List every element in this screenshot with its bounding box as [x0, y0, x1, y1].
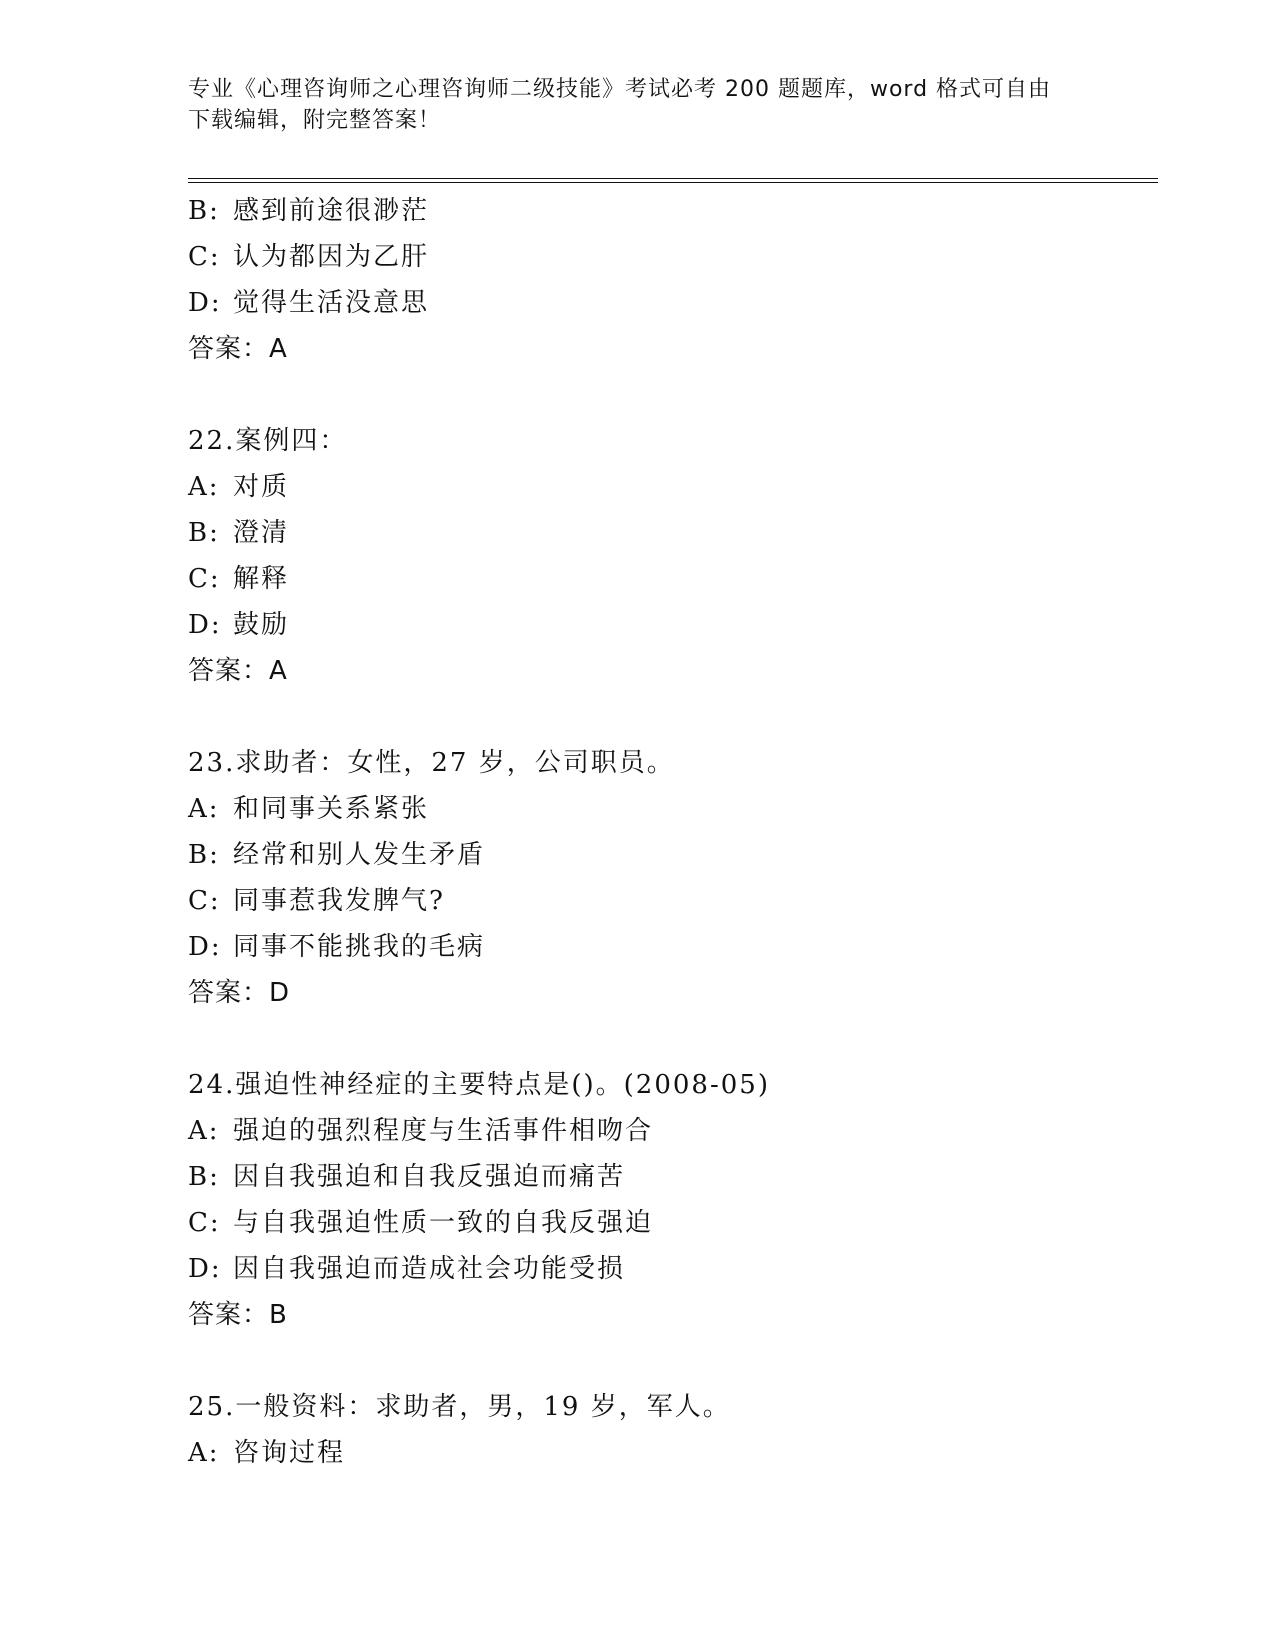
option-b	[188, 188, 1148, 234]
option-text: 认为都因为乙肝	[233, 242, 430, 272]
option-letter: C:	[188, 1208, 221, 1238]
page-header: 专业《心理咨询师之心理咨询师二级技能》考试必考 200 题题库，word 格式可自由下载编辑，附完整答案！	[188, 77, 1052, 133]
spacer	[188, 1338, 1148, 1384]
option-b	[188, 1154, 1148, 1200]
option-d	[188, 602, 1148, 648]
question-stem: 23.求助者：女性，27 岁，公司职员。	[188, 748, 675, 778]
question-block-24	[188, 1062, 1148, 1338]
option-text: 经常和别人发生矛盾	[233, 840, 486, 870]
spacer	[188, 694, 1148, 740]
option-letter: D:	[188, 610, 222, 640]
option-b	[188, 832, 1148, 878]
answer-line: 答案：A	[188, 656, 288, 686]
option-text: 同事惹我发脾气?	[233, 886, 445, 916]
option-text: 澄清	[233, 518, 290, 548]
option-letter: B:	[188, 518, 220, 548]
answer-line: 答案：A	[188, 334, 288, 364]
question-stem: 25.一般资料：求助者，男，19 岁，军人。	[188, 1392, 731, 1422]
option-d	[188, 924, 1148, 970]
header-divider	[188, 178, 1158, 183]
question-stem: 22.案例四：	[188, 426, 348, 456]
question-stem: 24.强迫性神经症的主要特点是()。(2008-05)	[188, 1070, 770, 1100]
option-letter: C:	[188, 886, 221, 916]
spacer	[188, 1016, 1148, 1062]
option-text: 感到前途很渺茫	[233, 196, 430, 226]
spacer	[188, 372, 1148, 418]
option-letter: B:	[188, 1162, 220, 1192]
question-block-25	[188, 1384, 1148, 1476]
option-c	[188, 1200, 1148, 1246]
option-letter: C:	[188, 242, 221, 272]
option-c	[188, 878, 1148, 924]
option-text: 咨询过程	[233, 1438, 346, 1468]
option-a	[188, 1430, 1148, 1476]
option-letter: A:	[188, 794, 220, 824]
option-letter: B:	[188, 840, 220, 870]
option-text: 强迫的强烈程度与生活事件相吻合	[233, 1116, 654, 1146]
option-c	[188, 556, 1148, 602]
option-text: 鼓励	[233, 610, 290, 640]
option-a	[188, 464, 1148, 510]
option-text: 因自我强迫而造成社会功能受损	[233, 1254, 626, 1284]
option-d	[188, 1246, 1148, 1292]
answer-line: 答案：D	[188, 978, 291, 1008]
option-b	[188, 510, 1148, 556]
option-a	[188, 786, 1148, 832]
option-text: 同事不能挑我的毛病	[233, 932, 486, 962]
option-text: 因自我强迫和自我反强迫而痛苦	[233, 1162, 626, 1192]
question-block-continued	[188, 188, 1148, 372]
option-letter: D:	[188, 1254, 222, 1284]
option-a	[188, 1108, 1148, 1154]
question-list	[188, 188, 1148, 1476]
option-d	[188, 280, 1148, 326]
option-text: 解释	[233, 564, 290, 594]
option-text: 和同事关系紧张	[233, 794, 430, 824]
option-letter: D:	[188, 288, 222, 318]
option-letter: A:	[188, 1116, 220, 1146]
option-text: 对质	[233, 472, 290, 502]
option-letter: A:	[188, 472, 220, 502]
question-block-23	[188, 740, 1148, 1016]
option-letter: C:	[188, 564, 221, 594]
question-block-22	[188, 418, 1148, 694]
option-text: 觉得生活没意思	[233, 288, 430, 318]
option-letter: B:	[188, 196, 220, 226]
option-letter: D:	[188, 932, 222, 962]
option-letter: A:	[188, 1438, 220, 1468]
answer-line: 答案：B	[188, 1300, 288, 1330]
option-c	[188, 234, 1148, 280]
option-text: 与自我强迫性质一致的自我反强迫	[233, 1208, 654, 1238]
